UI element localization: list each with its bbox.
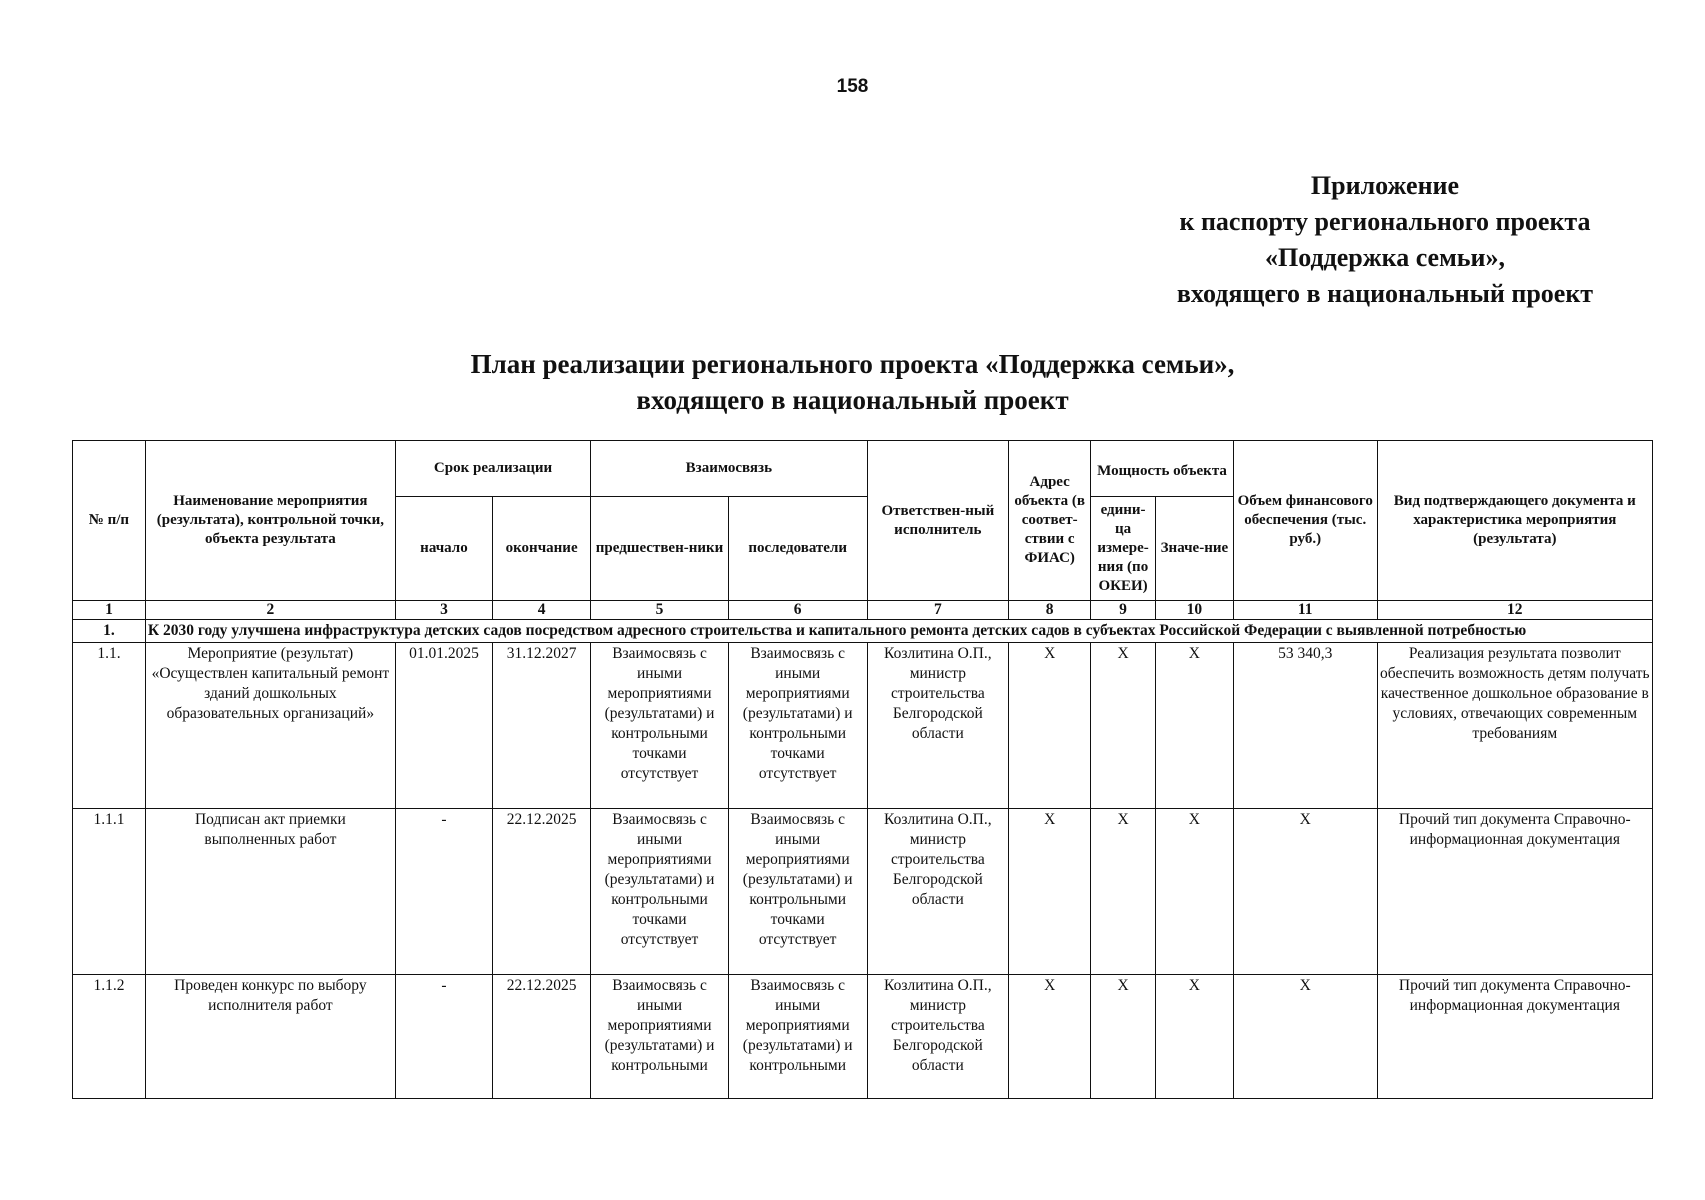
row-executor: Козлитина О.П., министр строительства Белгородской области: [867, 643, 1009, 809]
table-row: [73, 809, 1653, 975]
column-number: 8: [1009, 601, 1091, 620]
row-num: 1.1.: [73, 643, 146, 809]
row-address: X: [1009, 643, 1091, 809]
header-address: Адрес объекта (в соответ-ствии с ФИАС): [1009, 441, 1091, 601]
column-number: 12: [1377, 601, 1652, 620]
header-capacity: Мощность объекта: [1091, 441, 1234, 497]
row-doc: Реализация результата позволит обеспечить возможность детям получать качественное дошкольное образование в условиях, отвечающих современным требованиям: [1377, 643, 1652, 809]
column-number: 6: [728, 601, 867, 620]
row-num: 1.1.2: [73, 975, 146, 1099]
column-number-row: [73, 601, 1653, 620]
page-number: 158: [836, 76, 869, 97]
appendix-line: к паспорту регионального проекта: [1179, 207, 1591, 236]
row-finance: 53 340,3: [1233, 643, 1377, 809]
row-name: Проведен конкурс по выбору исполнителя работ: [145, 975, 395, 1099]
row-start: 01.01.2025: [395, 643, 492, 809]
header-predecessors: предшествен-ники: [591, 497, 729, 601]
column-number: 9: [1091, 601, 1156, 620]
row-end: 31.12.2027: [493, 643, 591, 809]
row-executor: Козлитина О.П., министр строительства Белгородской области: [867, 809, 1009, 975]
plan-table: [72, 440, 1653, 1099]
header-finance: Объем финансового обеспечения (тыс. руб.): [1233, 441, 1377, 601]
row-unit: X: [1091, 643, 1156, 809]
row-start: -: [395, 975, 492, 1099]
table-row: [73, 975, 1653, 1099]
plan-title-line: входящего в национальный проект: [636, 385, 1069, 415]
appendix-line: Приложение: [1310, 171, 1460, 200]
row-finance: X: [1233, 975, 1377, 1099]
row-doc: Прочий тип документа Справочно-информационная документация: [1377, 975, 1652, 1099]
row-end: 22.12.2025: [493, 809, 591, 975]
column-number: 4: [493, 601, 591, 620]
row-unit: X: [1091, 975, 1156, 1099]
header-name: Наименование мероприятия (результата), контрольной точки, объекта результата: [145, 441, 395, 601]
row-predecessors: Взаимосвязь с иными мероприятиями (результатами) и контрольными: [591, 975, 729, 1099]
header-value: Значе-ние: [1155, 497, 1233, 601]
header-term: Срок реализации: [395, 441, 590, 497]
row-start: -: [395, 809, 492, 975]
section-num: 1.: [73, 620, 146, 643]
row-doc: Прочий тип документа Справочно-информационная документация: [1377, 809, 1652, 975]
row-address: X: [1009, 809, 1091, 975]
appendix-line: входящего в национальный проект: [1176, 279, 1594, 308]
column-number: 10: [1155, 601, 1233, 620]
column-number: 7: [867, 601, 1009, 620]
row-name: Подписан акт приемки выполненных работ: [145, 809, 395, 975]
header-start: начало: [395, 497, 492, 601]
row-predecessors: Взаимосвязь с иными мероприятиями (результатами) и контрольными точками отсутствует: [591, 809, 729, 975]
header-end: окончание: [493, 497, 591, 601]
row-predecessors: Взаимосвязь с иными мероприятиями (результатами) и контрольными точками отсутствует: [591, 643, 729, 809]
header-relation: Взаимосвязь: [591, 441, 867, 497]
plan-title-line: План реализации регионального проекта «Поддержка семьи»,: [470, 349, 1235, 379]
row-address: X: [1009, 975, 1091, 1099]
row-end: 22.12.2025: [493, 975, 591, 1099]
column-number: 5: [591, 601, 729, 620]
header-row: [73, 441, 1653, 497]
column-number: 3: [395, 601, 492, 620]
table-row: [73, 643, 1653, 809]
row-unit: X: [1091, 809, 1156, 975]
row-value: X: [1155, 975, 1233, 1099]
column-number: 11: [1233, 601, 1377, 620]
appendix-header: [1100, 168, 1670, 312]
row-finance: X: [1233, 809, 1377, 975]
header-successors: последователи: [728, 497, 867, 601]
row-num: 1.1.1: [73, 809, 146, 975]
row-successors: Взаимосвязь с иными мероприятиями (результатами) и контрольными точками отсутствует: [728, 643, 867, 809]
row-executor: Козлитина О.П., министр строительства Белгородской области: [867, 975, 1009, 1099]
row-successors: Взаимосвязь с иными мероприятиями (результатами) и контрольными: [728, 975, 867, 1099]
section-text: К 2030 году улучшена инфраструктура детских садов посредством адресного строительства и капитального ремонта детских садов в субъектах Российской Федерации с выявленной потребностью: [145, 620, 1652, 643]
header-executor: Ответствен-ный исполнитель: [867, 441, 1009, 601]
row-successors: Взаимосвязь с иными мероприятиями (результатами) и контрольными точками отсутствует: [728, 809, 867, 975]
row-value: X: [1155, 643, 1233, 809]
row-value: X: [1155, 809, 1233, 975]
column-number: 1: [73, 601, 146, 620]
header-doc: Вид подтверждающего документа и характеристика мероприятия (результата): [1377, 441, 1652, 601]
plan-title: [0, 346, 1705, 418]
header-num: № п/п: [73, 441, 146, 601]
section-row: [73, 620, 1653, 643]
column-number: 2: [145, 601, 395, 620]
appendix-line: «Поддержка семьи»,: [1264, 243, 1506, 272]
header-unit: едини-ца измере-ния (по ОКЕИ): [1091, 497, 1156, 601]
row-name: Мероприятие (результат) «Осуществлен капитальный ремонт зданий дошкольных образовательных организаций»: [145, 643, 395, 809]
